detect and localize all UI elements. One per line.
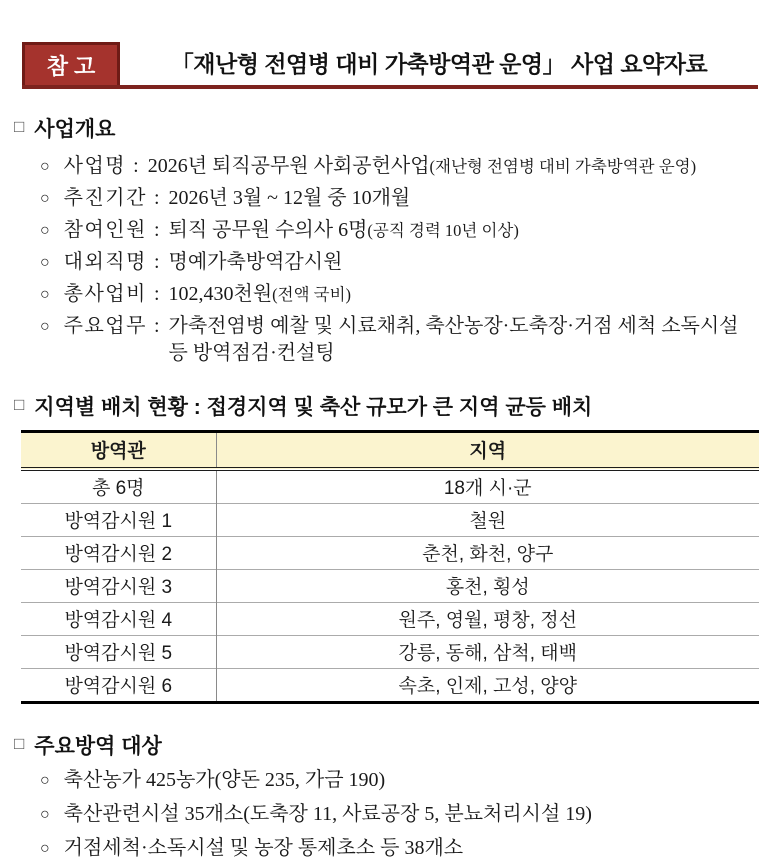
square-marker-icon: □ xyxy=(14,395,25,414)
overview-item-participants xyxy=(40,217,762,244)
targets-heading xyxy=(14,730,760,760)
item-text: 2026년 퇴직공무원 사회공헌사업 xyxy=(147,155,430,177)
officer-cell: 방역감시원 1 xyxy=(21,504,216,537)
table-row xyxy=(21,504,759,537)
item-label: 총사업비 xyxy=(63,283,147,305)
region-cell: 속초, 인제, 고성, 양양 xyxy=(216,669,759,703)
square-marker-icon: □ xyxy=(14,117,25,136)
colon-separator: : xyxy=(153,283,160,305)
table-row xyxy=(21,537,759,570)
target-item-facilities xyxy=(40,801,762,828)
colon-separator: : xyxy=(153,315,160,337)
overview-item-budget xyxy=(40,281,762,308)
circle-bullet-icon: ○ xyxy=(40,222,50,239)
item-text: 102,430천원 xyxy=(168,283,273,305)
officer-cell: 방역감시원 2 xyxy=(21,537,216,570)
region-cell: 18개 시·군 xyxy=(443,478,532,499)
table-row xyxy=(21,469,759,504)
item-label: 사업명 xyxy=(63,155,127,177)
colon-separator: : xyxy=(153,187,160,209)
reference-badge-label: 참고 xyxy=(46,53,102,79)
officer-cell: 총 6명 xyxy=(21,469,216,504)
deployment-heading xyxy=(14,391,760,421)
item-value xyxy=(169,281,762,308)
item-value xyxy=(169,249,762,276)
overview-item-period xyxy=(40,185,762,212)
item-text: 거점세척·소독시설 및 농장 통제초소 등 38개소 xyxy=(63,837,464,859)
section-overview xyxy=(0,113,780,367)
deployment-heading-text: 지역별 배치 현황 : 접경지역 및 축산 규모가 큰 지역 균등 배치 xyxy=(34,396,593,419)
item-text: 가축전염병 예찰 및 시료채취, 축산농장·도축장·거점 세척 소독시설 등 방역점검·컨설팅 xyxy=(168,315,739,364)
overview-heading xyxy=(14,113,760,143)
overview-item-external-title xyxy=(40,249,762,276)
colon-separator: : xyxy=(153,219,160,241)
table-row xyxy=(21,636,759,669)
column-header-officer: 방역관 xyxy=(21,432,216,470)
targets-heading-text: 주요방역 대상 xyxy=(34,735,162,758)
target-item-farms xyxy=(40,767,762,794)
table-row xyxy=(21,570,759,603)
officer-cell: 방역감시원 6 xyxy=(21,669,216,703)
item-text: 명예가축방역감시원 xyxy=(168,251,343,273)
document-title: 「재난형 전염병 대비 가축방역관 운영」 사업 요약자료 xyxy=(170,51,708,77)
target-item-checkpoints xyxy=(40,835,762,862)
item-note: (전액 국비) xyxy=(272,285,352,304)
deployment-table xyxy=(21,430,759,704)
item-label: 참여인원 xyxy=(63,219,147,241)
section-deployment xyxy=(0,391,780,704)
document-page xyxy=(0,42,780,859)
region-cell: 철원 xyxy=(216,504,759,537)
officer-cell: 방역감시원 4 xyxy=(21,603,216,636)
item-value xyxy=(169,217,762,244)
item-text: 2026년 3월 ~ 12월 중 10개월 xyxy=(168,187,411,209)
circle-bullet-icon: ○ xyxy=(40,158,50,175)
square-marker-icon: □ xyxy=(14,734,25,753)
item-label: 추진기간 xyxy=(63,187,147,209)
colon-separator: : xyxy=(133,155,139,177)
overview-item-project-name xyxy=(40,153,762,180)
item-note: (재난형 전염병 대비 가축방역관 운영) xyxy=(429,157,697,176)
region-cell: 홍천, 횡성 xyxy=(216,570,759,603)
overview-heading-text: 사업개요 xyxy=(34,118,116,141)
circle-bullet-icon: ○ xyxy=(40,840,50,857)
item-note: (공직 경력 10년 이상) xyxy=(367,221,519,240)
colon-separator: : xyxy=(153,251,160,273)
circle-bullet-icon: ○ xyxy=(40,318,50,335)
reference-badge xyxy=(22,42,120,85)
item-value xyxy=(148,153,762,180)
item-label: 주요업무 xyxy=(63,315,147,337)
circle-bullet-icon: ○ xyxy=(40,190,50,207)
region-cell: 원주, 영월, 평창, 정선 xyxy=(216,603,759,636)
table-row xyxy=(21,669,759,703)
circle-bullet-icon: ○ xyxy=(40,806,50,823)
circle-bullet-icon: ○ xyxy=(40,286,50,303)
item-value xyxy=(169,313,762,367)
section-targets xyxy=(0,730,780,862)
officer-cell: 방역감시원 3 xyxy=(21,570,216,603)
circle-bullet-icon: ○ xyxy=(40,254,50,271)
overview-item-main-duties xyxy=(40,313,762,367)
item-value xyxy=(169,185,762,212)
item-text: 퇴직 공무원 수의사 6명 xyxy=(168,219,368,241)
region-cell: 강릉, 동해, 삼척, 태백 xyxy=(216,636,759,669)
region-cell: 춘천, 화천, 양구 xyxy=(216,537,759,570)
table-header-row xyxy=(21,432,759,470)
table-row xyxy=(21,603,759,636)
item-text: 축산농가 425농가(양돈 235, 가금 190) xyxy=(63,769,386,791)
column-header-region: 지역 xyxy=(216,432,759,470)
item-text: 축산관련시설 35개소(도축장 11, 사료공장 5, 분뇨처리시설 19) xyxy=(63,803,592,825)
item-label: 대외직명 xyxy=(63,251,147,273)
document-header xyxy=(22,42,758,89)
officer-cell: 방역감시원 5 xyxy=(21,636,216,669)
circle-bullet-icon: ○ xyxy=(40,772,50,789)
